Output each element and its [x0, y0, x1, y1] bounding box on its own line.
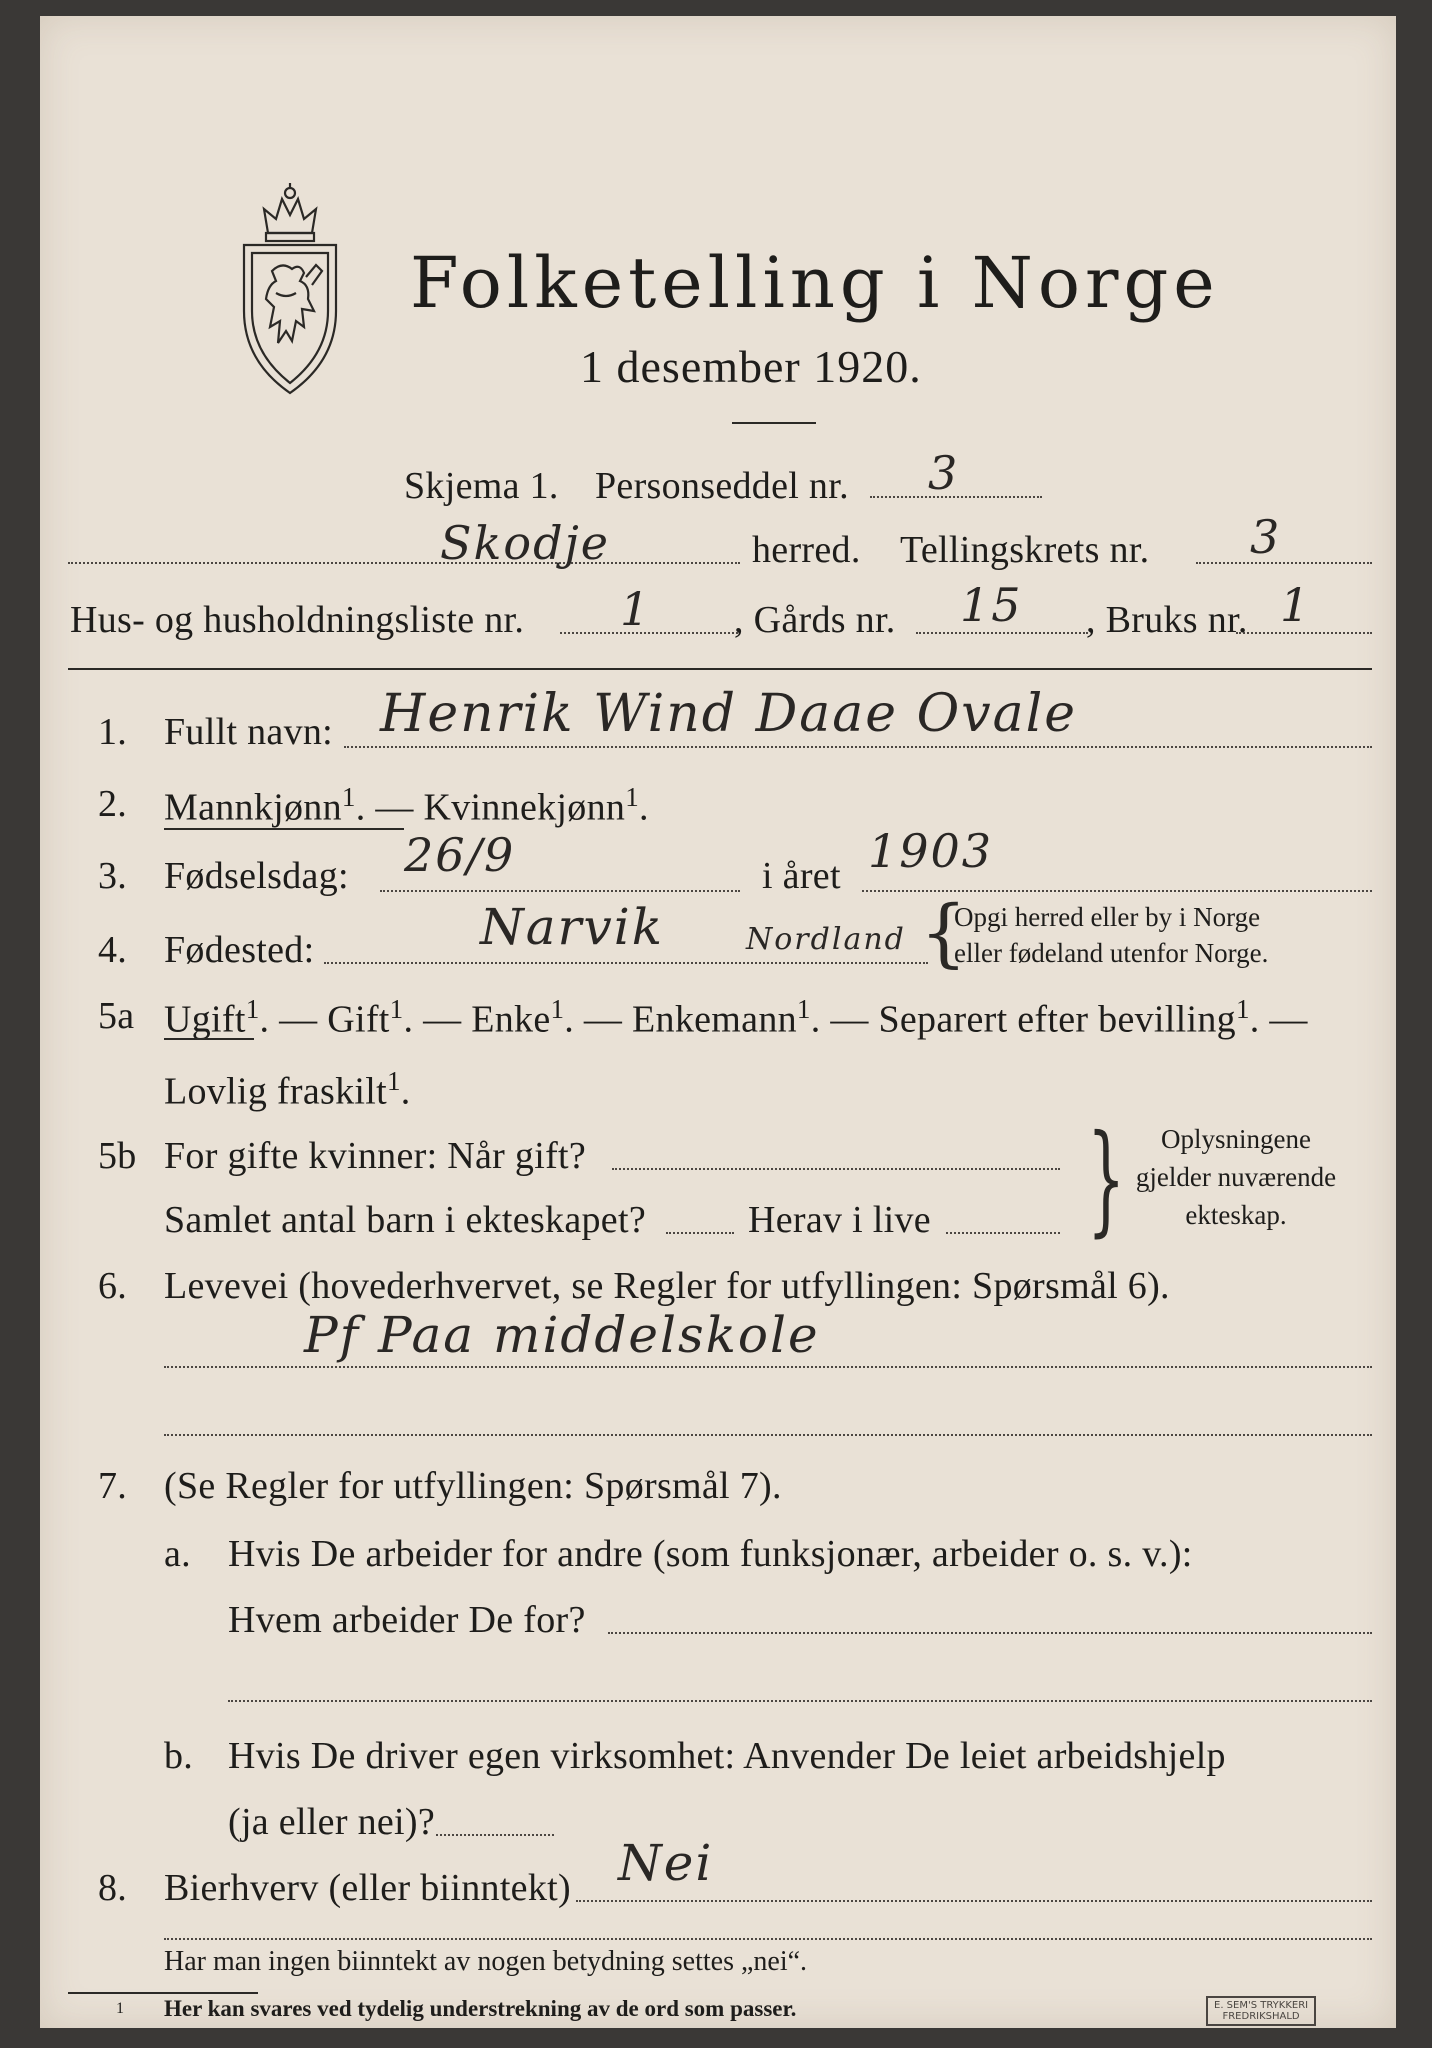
hired-help-line	[436, 1834, 554, 1836]
q5b-number: 5b	[98, 1135, 137, 1177]
bruks-line	[1236, 632, 1372, 634]
option-enke: Enke	[471, 998, 551, 1041]
coat-of-arms-icon	[230, 181, 350, 401]
occupation-line-2	[164, 1434, 1372, 1436]
footnote-rule	[68, 1992, 258, 1994]
q7b-text: Hvis De driver egen virksomhet: Anvender De leiet arbeidshjelp	[228, 1735, 1226, 1777]
side-income-value: Nei	[618, 1834, 714, 1892]
bruks-label: , Bruks nr.	[1086, 599, 1248, 641]
husholdningsliste-nr: 1	[620, 582, 652, 636]
employer-line-2	[228, 1700, 1372, 1702]
q7a-text: Hvis De arbeider for andre (som funksjonær, arbeider o. s. v.):	[228, 1533, 1193, 1575]
q4-label: Fødested:	[164, 929, 315, 971]
herred-value: Skodje	[440, 516, 611, 570]
q7a-question: Hvem arbeider De for?	[228, 1599, 586, 1641]
gards-nr: 15	[960, 578, 1023, 632]
birthplace-hint-1: Opgi herred eller by i Norge	[954, 902, 1261, 932]
occupation-value: Pf Paa middelskole	[304, 1306, 820, 1364]
q5b-note-brace: {	[1087, 1110, 1126, 1249]
title-divider	[732, 422, 816, 424]
option-separert: Separert efter bevilling	[878, 998, 1236, 1041]
husholdningsliste-label: Hus- og husholdningsliste nr.	[70, 599, 525, 641]
alive-line	[946, 1232, 1060, 1234]
herred-label: herred.	[752, 529, 861, 571]
full-name-value: Henrik Wind Daae Ovale	[380, 684, 1078, 744]
printer-stamp: E. SEM'S TRYKKERI FREDRIKSHALD	[1206, 1996, 1316, 2026]
option-lovlig-fraskilt: Lovlig fraskilt$^1$.	[164, 1066, 411, 1113]
q8-number: 8.	[98, 1867, 128, 1909]
option-mannkjonn: Mannkjønn	[164, 786, 342, 829]
census-date: 1 desember 1920.	[580, 341, 922, 392]
footnote-text: Her kan svares ved tydelig understrekning av de ord som passer.	[164, 1996, 797, 2021]
birthplace-value: Narvik	[480, 898, 664, 956]
form-title: Folketelling i Norge	[410, 242, 1220, 324]
option-enkemann: Enkemann	[632, 998, 797, 1041]
q1-label: Fullt navn:	[164, 711, 334, 753]
side-income-line-2	[164, 1938, 1372, 1940]
q1-number: 1.	[98, 711, 128, 753]
birthplace-hint-brace: {	[920, 890, 968, 976]
tellingskrets-label: Tellingskrets nr.	[900, 529, 1150, 571]
q4-number: 4.	[98, 929, 128, 971]
q7a-letter: a.	[164, 1533, 191, 1575]
skjema-label: Skjema 1.	[404, 465, 559, 507]
birthday-line	[380, 890, 740, 892]
personseddel-nr: 3	[928, 446, 960, 500]
q5a-number: 5a	[98, 995, 135, 1037]
q6-label: Levevei (hovederhvervet, se Regler for utfyllingen: Spørsmål 6).	[164, 1265, 1170, 1307]
section-divider	[68, 668, 1372, 670]
birth-year-value: 1903	[868, 824, 994, 878]
q7-number: 7.	[98, 1465, 128, 1507]
option-kvinnekjonn: Kvinnekjønn	[423, 786, 626, 829]
q7b-letter: b.	[164, 1735, 194, 1777]
q6-number: 6.	[98, 1265, 128, 1307]
herred-line	[68, 562, 740, 564]
birthplace-hint-2: eller fødeland utenfor Norge.	[954, 938, 1269, 968]
personseddel-label: Personseddel nr.	[595, 465, 849, 507]
gards-label: , Gårds nr.	[734, 599, 896, 641]
q2-options: Mannkjønn$^1$. — Kvinnekjønn$^1$.	[164, 782, 649, 829]
q5a-options: Ugift$^1$. — Gift$^1$. — Enke$^1$. — Enkemann$^1$. — Separert efter bevilling$^1$. —	[164, 994, 1308, 1041]
q5b-alive-label: Herav i live	[748, 1199, 931, 1241]
side-income-line	[576, 1900, 1372, 1902]
tellingskrets-nr: 3	[1250, 510, 1282, 564]
employer-line-1	[608, 1632, 1372, 1634]
birthplace-county: Nordland	[746, 922, 906, 957]
option-gift: Gift	[327, 998, 390, 1041]
mannkjonn-underline	[164, 828, 404, 830]
q3-label: Fødselsdag:	[164, 855, 349, 897]
q5b-note-2: gjelder nuværende	[1135, 1162, 1337, 1192]
q3-number: 3.	[98, 855, 128, 897]
ugift-underline	[164, 1038, 254, 1040]
tellingskrets-line	[1196, 562, 1372, 564]
married-date-line	[612, 1168, 1060, 1170]
footnote-mark: 1	[116, 2000, 124, 2017]
q8-label: Bierhverv (eller biinntekt)	[164, 1867, 571, 1909]
birthplace-line	[324, 962, 928, 964]
q2-number: 2.	[98, 783, 128, 825]
occupation-line-1	[164, 1366, 1372, 1368]
q1-line	[344, 746, 1372, 748]
bruks-nr: 1	[1280, 578, 1312, 632]
q7b-question: (ja eller nei)?	[228, 1801, 436, 1843]
census-form	[40, 16, 1396, 2028]
side-income-note: Har man ingen biinntekt av nogen betydning settes „nei“.	[164, 1946, 808, 1977]
birthday-value: 26/9	[404, 828, 516, 882]
q7-label: (Se Regler for utfyllingen: Spørsmål 7).	[164, 1465, 782, 1507]
year-label: i året	[762, 855, 841, 897]
gards-line	[916, 632, 1088, 634]
q5b-married-label: For gifte kvinner: Når gift?	[164, 1135, 587, 1177]
q5b-note-1: Oplysningene	[1161, 1124, 1311, 1154]
option-ugift: Ugift	[164, 998, 246, 1041]
q5b-note-3: ekteskap.	[1185, 1200, 1287, 1230]
q5b-children-label: Samlet antal barn i ekteskapet?	[164, 1199, 646, 1241]
children-line	[666, 1232, 734, 1234]
